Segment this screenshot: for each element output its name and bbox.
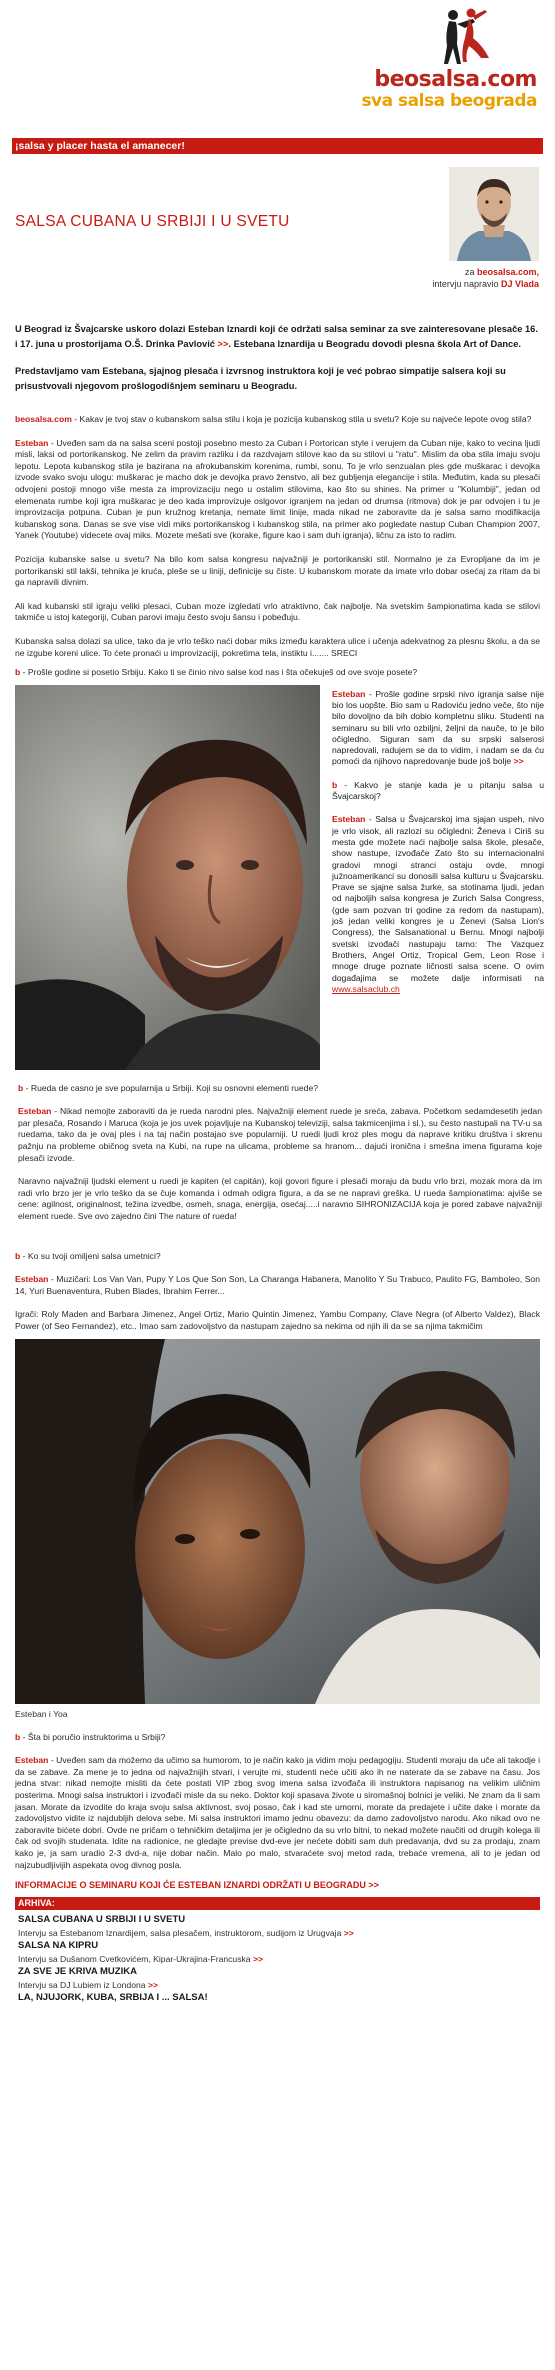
answer-1-paragraph-4: Kubanska salsa dolazi sa ulice, tako da je vrlo teško naći dobar miks između karaktera ulice i učenja adekvatnog za plesnu školu, a da se ne izgube koreni ulice. To ćete pronaći u improvizaciji, pokretima tela, instiktu i....... SRECI bbox=[15, 635, 540, 658]
archive-item-desc-text: Intervju sa Estebanom Iznardijem, salsa plesačem, instruktorom, sudijom iz Urugvaja bbox=[18, 1928, 342, 1939]
answer-text: - Prošle godine srpski nivo igranja salse nije bio los uopšte. Bio sam u Radoviću jedno veče, što nije bilo dovoljno da bih dobio kompletnu sliku. Studenti na seminaru su bili vrlo ozbiljni, željni da nauče, to je bilo očigledno. Siguran sam da su srpski salserosi napredovali, radujem se da to vidim, i nadam se da ću pomoći da njihovo napredovanje bude još bolje bbox=[332, 688, 544, 767]
archive-item[interactable] bbox=[18, 1991, 537, 2005]
answer-1-paragraph-3: Ali kad kubanski stil igraju veliki plesaci, Cuban moze izgledati vrlo atraktivno, čak najbolje. Na svetskim šampionatima kada se stilovi takmiče u istoj kategoriji, Cuban parovi imaju često svoju šansu i pobeđuju. bbox=[15, 600, 540, 623]
speaker-label: b bbox=[18, 1082, 24, 1093]
question-text: - Kakav je tvoj stav o kubanskom salsa stilu i koja je pozicija kubanskog stila u svetu? Koje su najveće lepote ovog stila? bbox=[71, 414, 532, 424]
archive-heading: ARHIVA: bbox=[15, 1897, 540, 1910]
logo-line-2: sva salsa beograda bbox=[361, 91, 537, 111]
archive-list bbox=[12, 1910, 543, 2005]
speaker-label: b bbox=[15, 1250, 21, 1261]
speaker-label: Esteban bbox=[18, 1106, 52, 1117]
answer-text: - Muzičari: Los Van Van, Pupy Y Los Que Son Son, La Charanga Habanera, Manolito Y Su Trabuco, Paulito FG, Bamboleo, Son 14, Yuri Buenaventura, Ruben Blades, Ibrahim Ferrer... bbox=[15, 1274, 540, 1296]
couple-dancing-image bbox=[15, 1339, 540, 1704]
article-intro bbox=[12, 322, 543, 394]
under-photo-block bbox=[15, 1083, 545, 1223]
esteban-portrait-photo bbox=[15, 685, 320, 1070]
dancers-logo-icon bbox=[427, 6, 497, 66]
venue-link-arrow[interactable]: >> bbox=[217, 339, 229, 349]
intro-1-text-a: U Beograd iz Švajcarske uskoro dolazi Esteban Iznardi koji će održati salsa seminar za sve zainteresovane plesače 16. i 17. juna u prostorijama O.Š. Drinka Pavlović bbox=[15, 324, 538, 349]
site-logo[interactable] bbox=[342, 6, 537, 121]
answer-4 bbox=[15, 1106, 545, 1164]
speaker-label: b bbox=[332, 779, 338, 790]
archive-item-desc-text: Intervju sa DJ Lubiem iz Londona bbox=[18, 1980, 146, 1991]
archive-item-arrow-link[interactable]: >> bbox=[343, 1928, 354, 1939]
archive-item-desc bbox=[18, 1979, 537, 1991]
question-6 bbox=[12, 1732, 543, 1744]
archive-item-arrow-link[interactable]: >> bbox=[252, 1954, 264, 1965]
site-header bbox=[12, 0, 543, 128]
author-prefix: za bbox=[464, 267, 477, 277]
question-text: - Rueda de casno je sve popularnija u Srbiji. Koji su osnovni elementi ruede? bbox=[23, 1082, 318, 1093]
intro-paragraph-1 bbox=[15, 322, 540, 352]
speaker-label: Esteban bbox=[332, 814, 366, 825]
article-title-section bbox=[12, 154, 543, 322]
answer-text: - Nikad nemojte zaboraviti da je rueda narodni ples. Najvažniji element ruede je sreća, zabava. Početkom sedamdesetih jedan par plesača, Rosando i Maruca (koja je jos uvek pojavljuje na Kubanskoj televiziji, salsa takmicenjima i sl.), su često nastupali na TV-u sa ruedama, tako da je ovaj ples i na taj način postajao sve popularniji. U ruedi ljudi kroz ples mogu da naprave kritiku društva i skrenu pažnju na probleme običnog sveta na Kubi, na rupe na ulicama, probleme sa hranom... dajući ironična i smešna imena figurama koje plesači izvode. bbox=[18, 1106, 542, 1163]
answer-text: - Uveđen sam da na salsa sceni postoji posebno mesto za Cuban i Portorican style i verujem da Cuban nije, kako to vecina ljudi misli, laksi od portorikanskog. Ne zelim da pravim razliku i da razdvajam stilove kao da su stilovi u "ratu". Mislim da oba stila imaju svoju lepotu. Lepota kubanskog stila je bazirana na afrokubanskim korenima, rumbi, sonu. To je vrlo senzualan ples gde muškarac i devojka izvode svako svoju ulogu: muškarac je macho dok je devojka pravo ženstvo, ali bez gubljenja elegancije i stila. Međutim, kada su plesači odvojeni postoji mnogo više mesta za improvizaciju nego u ostalim stilovima, kao što su shines. Na primer u "Kolumbiji", jedan od elemenata rumbe koji igra muškarac je deo kada improvizuje oslgovor igranjem na jedan od drumsa (ritmova) dok je par odvojen i tu je improvizacija potpuna. Cuban je pun kružnog kretanja, nemate limit linije, mada nikad ne zaboravite da je salsa samo modifikacija kubanskog sona. Danas se sve vise vidi miks portorikanskog i kubanskog stila, na primer ako pogledate nastup Cuban Champion 2007, Yanek (Youtube) videcete ovaj miks. Mozete mešati sve (korake, figure kao i sam duh igranja), ličnu za isto to radim. bbox=[15, 437, 540, 541]
intro-1-text-b: . Estebana Iznardija u Beogradu dovodi plesna škola Art of Dance. bbox=[228, 339, 521, 349]
answer-4-paragraph-2: Naravno najvažniji ljudski element u ruedi je kapiten (el capitán), koji govori figure i plesači moraju da budu vrlo brzi, mozak mora da im radi vrlo brzo jer je vrlo teško da se čuje komanda i odmah odigra figura, a da se ne napravi greška. U rueda šampionatima: ajviše se cene: agilnost, originalnost, težina izvedbe, osmeh, snaga, energija, osećaj.....i naravno SIHRONIZACIJA koja je pored zabave najvažniji element ruede. Sve ovo zajedno čini The nature of rueda! bbox=[18, 1176, 542, 1222]
question-text: - Šta bi poručio instruktorima u Srbiji? bbox=[20, 1731, 166, 1742]
archive-item[interactable] bbox=[18, 1913, 537, 1939]
archive-item[interactable] bbox=[18, 1965, 537, 1991]
esteban-portrait-image bbox=[15, 685, 320, 1070]
answer-text: - Salsa u Švajcarskoj ima sjajan uspeh, nivo je vrlo visok, ali razlozi su očigledni: Ženeva i Ciriš su mesta gde možete naći najbolje salsa škole, plesače, show nastupe, izvođače Zato što su internacionalni gradovi mnogi stranci ostaju ovde, mnogi južnoamerikanci su donosili salsa kulturu u Švajcarsku. Prave se sjajne salsa žurke, sa stotinama ljudi, jedan od najboljih salsa kongresa je Zurich Salsa Congress, (gde sam pozvan tri godine za redom da nastupam), još jedan veliki kongres je u Ženevi (Salsa Lion's Congress), the Salsanational u Bernu. Mnogi najbolji svetski izvođači nastupaju tamo: The Vazquez Brothers, Angel Ortiz, Tropical Gem, Leon Rose i mnoge druge poznate ličnosti salsa scene. O ovim događajima se možete dalje informisati na bbox=[332, 814, 544, 983]
photo-caption: Esteban i Yoa bbox=[15, 1708, 68, 1719]
archive-item[interactable] bbox=[18, 1939, 537, 1965]
question-2 bbox=[12, 667, 543, 679]
archive-item-title[interactable]: LA, NJUJORK, KUBA, SRBIJA I ... SALSA! bbox=[18, 1992, 208, 2004]
author-site-link[interactable]: beosalsa.com, bbox=[476, 267, 539, 277]
speaker-label: b bbox=[15, 1731, 21, 1742]
question-1 bbox=[12, 414, 543, 426]
salsaclub-link[interactable]: www.salsaclub.ch bbox=[332, 983, 400, 994]
logo-wordmark bbox=[361, 68, 537, 111]
archive-item-title[interactable]: SALSA NA KIPRU bbox=[18, 1940, 99, 1952]
speaker-label: Esteban bbox=[15, 437, 49, 448]
author-photo bbox=[449, 167, 539, 261]
author-caption bbox=[432, 266, 539, 290]
right-column-answers bbox=[332, 689, 544, 995]
speaker-label: Esteban bbox=[332, 688, 366, 699]
question-3 bbox=[332, 780, 544, 803]
speaker-label: beosalsa.com bbox=[15, 414, 72, 424]
photo-and-answers-section bbox=[12, 679, 543, 1239]
answer-6 bbox=[12, 1755, 543, 1871]
archive-item-desc bbox=[18, 1953, 537, 1965]
archive-item-title[interactable]: ZA SVE JE KRIVA MUZIKA bbox=[18, 1966, 137, 1978]
question-5 bbox=[12, 1251, 543, 1263]
author-name: DJ Vlada bbox=[500, 279, 539, 289]
author-portrait-image bbox=[449, 167, 539, 261]
answer-2-arrow-link[interactable]: >> bbox=[513, 756, 524, 767]
archive-item-desc-text: Intervju sa Dušanom Cvetkovićem, Kipar-Ukrajina-Francuska bbox=[18, 1954, 251, 1965]
logo-line-1: beosalsa.com bbox=[374, 67, 537, 92]
slogan-bar: ¡salsa y placer hasta el amanecer! bbox=[12, 138, 543, 154]
question-4 bbox=[15, 1083, 545, 1095]
archive-item-title[interactable]: SALSA CUBANA U SRBIJI I U SVETU bbox=[18, 1914, 186, 1926]
archive-item-arrow-link[interactable]: >> bbox=[147, 1980, 158, 1991]
answer-5-paragraph-2: Igrači: Roly Maden and Barbara Jimenez, Angel Ortiz, Mario Quintin Jimenez, Yambu Company, Clave Negra (of Alberto Valdez), Black Power (of Seo Fernandez), etc.. Imao sam zadovoljstvo da nastupam zajedno sa nekima od njih ili da se sa njima takmičim bbox=[15, 1309, 540, 1332]
question-text: - Prošle godine si posetio Srbiju. Kako ti se činio nivo salse kod nas i šta očekuješ od ove svoje posete? bbox=[20, 667, 418, 678]
article-title: SALSA CUBANA U SRBIJI I U SVETU bbox=[15, 213, 290, 230]
answer-2 bbox=[332, 689, 544, 768]
answer-1 bbox=[12, 438, 543, 542]
question-text: - Ko su tvoji omiljeni salsa umetnici? bbox=[20, 1250, 161, 1261]
esteban-and-yoa-photo bbox=[15, 1339, 540, 1704]
speaker-label: Esteban bbox=[15, 1274, 49, 1285]
speaker-label: Esteban bbox=[15, 1755, 49, 1766]
seminar-info-link[interactable]: INFORMACIJE O SEMINARU KOJI ĆE ESTEBAN IZNARDI ODRŽATI U BEOGRADU >> bbox=[15, 1880, 379, 1891]
archive-item-desc bbox=[18, 1927, 537, 1939]
answer-1-paragraph-2: Pozicija kubanske salse u svetu? Na bilo kom salsa kongresu najvažniji je portorikanski stil. Normalno je za Evropljane da im je portorikanski stil lakši, tehnika je kruća, pleše se u liniji, definicije su čiste. U kubanskom morate da imate vrlo dobar osećaj za ritam da bi ga napravili divnim. bbox=[15, 553, 540, 588]
answer-text: - Uveđen sam da možemo da učimo sa humorom, to je način kako ja vidim moju pedagogiju. Studenti moraju da uče ali takodje i da se zabave. Za mene je to jedna od najvažnijih stvari, i verujte mi, studenti neće učiti ako ih ne naterate da se zabave na času. Jos jedna stvar: nikad nemojte misliti da ćete postati VIP zbog svog imena salsa izvođača ili instruktora napisanog na velikim uličnim posterima. Mnogi salsa instruktori i izvođači misle da su neko. Doktor koji spasava živote u siromašnoj bolnici je veliki. Ne znam da li sam jasan. Morate da izvodite do kraja svoju salsa aktivnost, svoj posao, čak i kad ste umorni, morate da predajete i učite dake i morate da zadovoljstvo vidite iz najdubljih delova sebe. Mi salsa instruktori imamo jednu obavezu: da damo zadovoljstvo narodu. Ako nikad ovo ne zaboravite bićete dobri. Ovde ne pričam o tehničkim detaljima jer je očigledno da su vrlo bitni, to nekad možete naučiti od drugih kolega ili čak od svojih studenata. Idite na radionice, ne gledajte previse dvd-eve jer nećete dobiti sam duh predavanja, dvd su za prodaju, znam kako je, ja sam uradio 2-3 dvd-a, nije dobar način. Malo po malo, stvaraćete svoj metod rada, trebaće vremena, ali to je jedan od najzubudljivijih aspekata ovog divnog posla. bbox=[15, 1755, 540, 1870]
author-line2-prefix: intervju napravio bbox=[432, 279, 501, 289]
answer-5 bbox=[12, 1274, 543, 1297]
intro-paragraph-2: Predstavljamo vam Estebana, sjajnog plesača i izvrsnog instruktora koji je već pobrao simpatije salsera koji su prisustvovali njegovom prošlogodišnjem seminaru u Beogradu. bbox=[15, 366, 506, 391]
answer-3 bbox=[332, 814, 544, 995]
question-text: - Kakvo je stanje kada je u pitanju salsa u Švajcarskoj? bbox=[332, 779, 544, 802]
speaker-label: b bbox=[15, 667, 21, 678]
